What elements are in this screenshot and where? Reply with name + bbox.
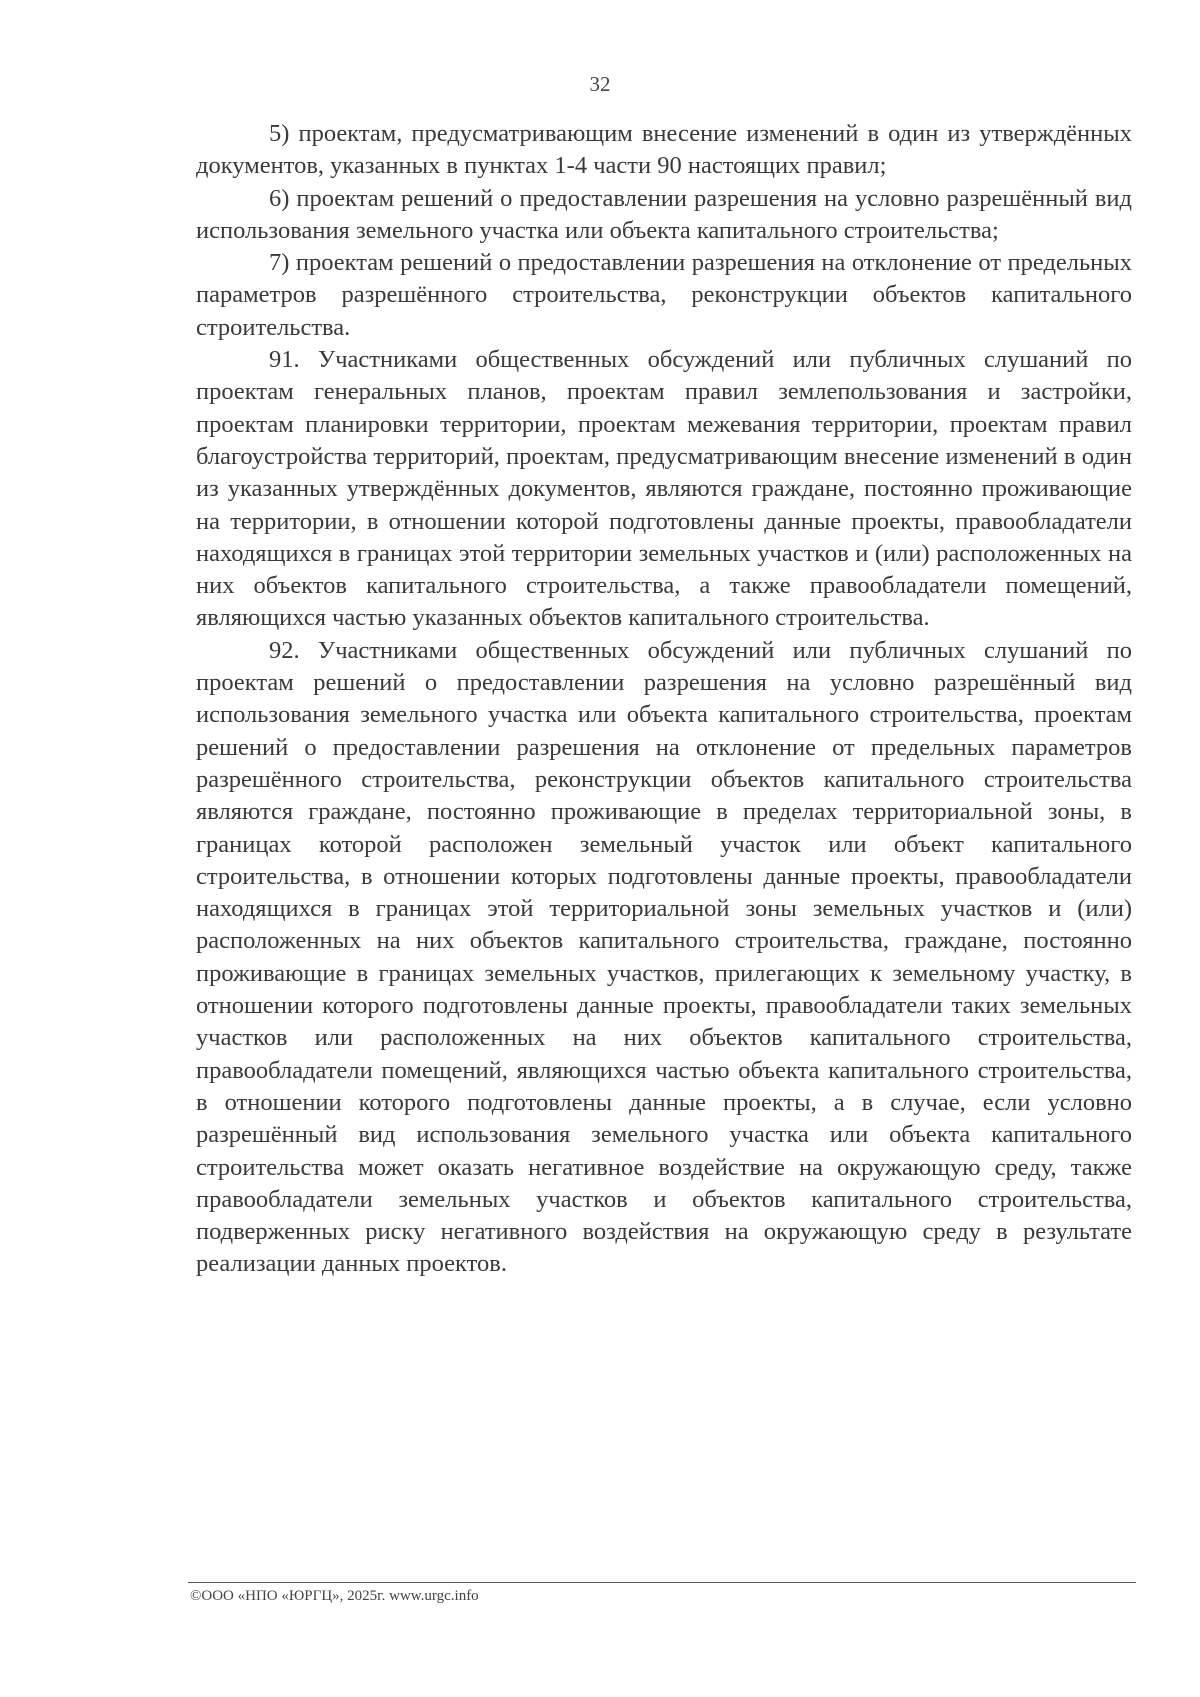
paragraph-item-6: 6) проектам решений о предоставлении разрешения на условно разрешённый вид использования земельного участка или объекта капитального строительства; — [196, 184, 1132, 244]
paragraph-91: 91. Участниками общественных обсуждений или публичных слушаний по проектам генеральных планов, проектам правил землепользования и застройки, проектам планировки территории, проектам межевания территории, проектам правил благоустройства территорий, проектам, предусматривающим внесение изменений в один из указанных утверждённых документов, являются граждане, постоянно проживающие на территории, в отношении которой подготовлены данные проекты, правообладатели находящихся в границах этой территории земельных участков и (или) расположенных на них объектов капитального строительства, а также правообладатели помещений, являющихся частью указанных объектов капитального строительства. — [196, 346, 1132, 632]
paragraph-92: 92. Участниками общественных обсуждений или публичных слушаний по проектам решений о предоставлении разрешения на условно разрешённый вид использования земельного участка или объекта капитального строительства, проектам решений о предоставлении разрешения на отклонение от предельных параметров разрешённого строительства, реконструкции объектов капитального строительства являются граждане, постоянно проживающие в пределах территориальной зоны, в границах которой расположен земельный участок или объект капитального строительства, в отношении которых подготовлены данные проекты, правообладатели находящихся в границах этой территориальной зоны земельных участков и (или) расположенных на них объектов капитального строительства, граждане, постоянно проживающие в границах земельных участков, прилегающих к земельному участку, в отношении которого подготовлены данные проекты, правообладатели таких земельных участков или расположенных на них объектов капитального строительства, правообладатели помещений, являющихся частью объекта капитального строительства, в отношении которого подготовлены данные проекты, а в случае, если условно разрешённый вид использования земельного участка или объекта капитального строительства может оказать негативное воздействие на окружающую среду, также правообладатели земельных участков и объектов капитального строительства, подверженных риску негативного воздействия на окружающую среду в результате реализации данных проектов. — [196, 636, 1132, 1278]
page-number: 32 — [589, 72, 611, 96]
document-body — [196, 118, 1132, 1281]
footer-divider — [188, 1582, 1136, 1583]
paragraph-item-7: 7) проектам решений о предоставлении разрешения на отклонение от предельных параметров разрешённого строительства, реконструкции объектов капитального строительства. — [196, 249, 1132, 341]
paragraph-item-5: 5) проектам, предусматривающим внесение изменений в один из утверждённых документов, указанных в пунктах 1-4 части 90 настоящих правил; — [196, 120, 1132, 180]
footer-copyright: ©ООО «НПО «ЮРГЦ», 2025г. www.urgc.info — [190, 1588, 479, 1604]
